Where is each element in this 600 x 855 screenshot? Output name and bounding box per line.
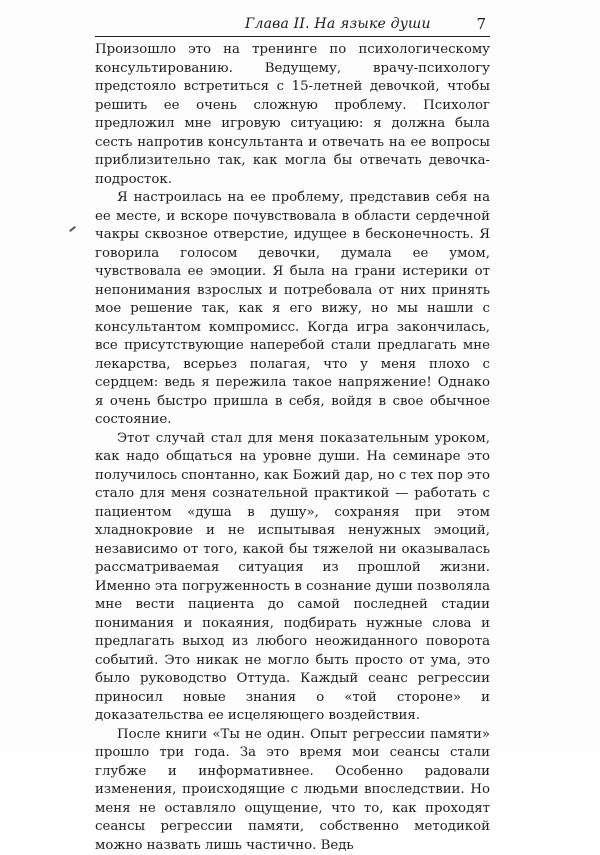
paragraph-1: Произошло это на тренинге по психологическому консультированию. Ведущему, врачу-психологу предстояло встретиться с 15-летней девочкой, чтобы решить ее очень сложную проблему. Психолог предложил мне игровую ситуацию: я должна была сесть напротив консультанта и отвечать на ее вопросы приблизительно так, как могла бы отвечать девочка-подросток. — [95, 41, 490, 189]
body-text — [95, 41, 490, 855]
running-title: Глава II. На языке души — [245, 16, 431, 32]
paragraph-4: После книги «Ты не один. Опыт регрессии памяти» прошло три года. За это время мои сеансы стали глубже и информативнее. Особенно радовали изменения, происходящие с людьми впоследствии. Но меня не оставляло ощущение, что то, как проходят сеансы регрессии памяти, собственно методикой можно назвать лишь частично. Ведь — [95, 726, 490, 855]
pencil-mark — [69, 226, 76, 232]
paragraph-2: Я настроилась на ее проблему, представив себя на ее месте, и вскоре почувствовала в области сердечной чакры сквозное отверстие, идущее в бесконечность. Я говорила голосом девочки, думала ее умом, чувствовала ее эмоции. Я была на грани истерики от непонимания взрослых и потребовала от них принять мое решение так, как я его вижу, но мы нашли с консультантом компромисс. Когда игра закончилась, все присутствующие наперебой стали предлагать мне лекарства, всерьез полагая, что у меня плохо с сердцем: ведь я пережила такое напряжение! Однако я очень быстро пришла в себя, войдя в свое обычное состояние. — [95, 189, 490, 430]
page-header — [95, 10, 490, 37]
page-number: 7 — [476, 15, 486, 33]
paragraph-3: Этот случай стал для меня показательным уроком, как надо общаться на уровне души. На семинаре это получилось спонтанно, как Божий дар, но с тех пор это стало для меня сознательной практикой — работать с пациентом «душа в душу», сохраняя при этом хладнокровие и не испытывая ненужных эмоций, независимо от того, какой бы тяжелой ни оказывалась рассматриваемая ситуация из прошлой жизни. Именно эта погруженность в сознание души позволяла мне вести пациента до самой последней стадии понимания и покаяния, подбирать нужные слова и предлагать выход из любого неожиданного поворота событий. Это никак не могло быть просто от ума, это было руководство Оттуда. Каждый сеанс регрессии приносил новые знания о «той стороне» и доказательства ее исцеляющего воздействия. — [95, 430, 490, 726]
